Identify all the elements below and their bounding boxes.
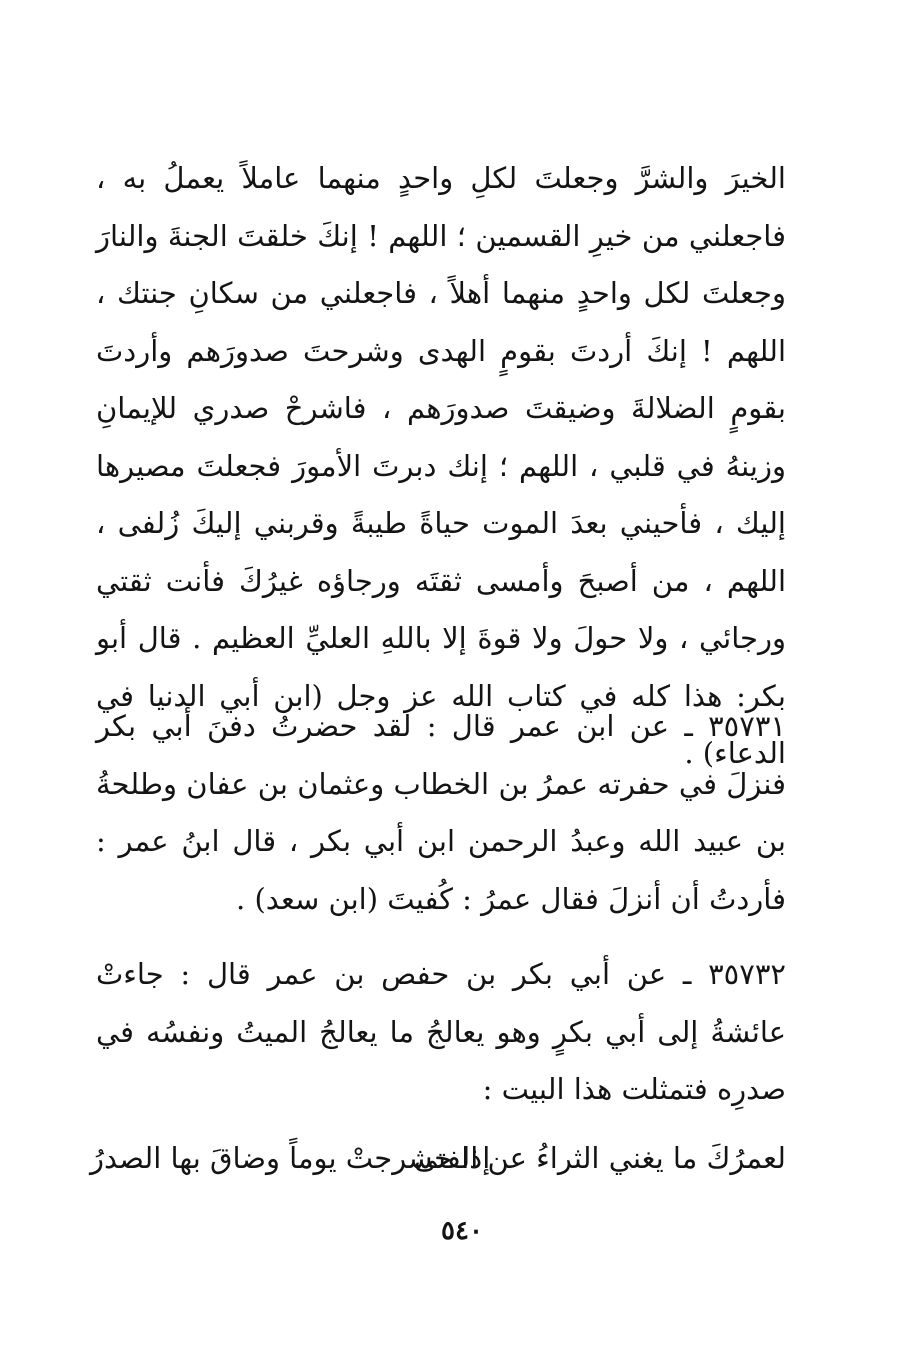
page-number: ٥٤٠ <box>441 1216 483 1246</box>
verse-first-hemistich: لعمرُكَ ما يغني الثراءُ عن الفتى <box>413 1141 786 1175</box>
hadith-35732-paragraph: ٣٥٧٣٢ ـ عن أبي بكر بن حفص بن عمر قال : جاءتْ عائشةُ إلى أبي بكرٍ وهو يعالجُ ما يعالجُ الميتُ ونفسُه في صدرِه فتمثلت هذا البيت : <box>96 957 786 1106</box>
hadith-35731-paragraph: ٣٥٧٣١ ـ عن ابن عمر قال : لقد حضرتُ دفنَ أبي بكر فنزلَ في حفرته عمرُ بن الخطاب وعثمان بن عفان وطلحةُ بن عبيد الله وعبدُ الرحمن ابن أبي بكر ، قال ابنُ عمر : فأردتُ أن أنزلَ فقال عمرُ : كُفيتَ (ابن سعد) . <box>96 709 786 916</box>
prayer-paragraph: الخيرَ والشرَّ وجعلتَ لكلِ واحدٍ منهما عاملاً يعملُ به ، فاجعلني من خيرِ القسمين ؛ اللهم ! إنكَ خلقتَ الجنةَ والنارَ وجعلتَ لكل واحدٍ منهما أهلاً ، فاجعلني من سكانِ جنتك ، اللهم ! إنكَ أردتَ بقومٍ الهدى وشرحتَ صدورَهم وأردتَ بقومٍ الضلالةَ وضيقتَ صدورَهم ، فاشرحْ صدري للإيمانِ وزينهُ في قلبي ، اللهم ؛ إنك دبرتَ الأمورَ فجعلتَ مصيرها إليك ، فأحيني بعدَ الموت حياةً طيبةً وقربني إليكَ زُلفى ، اللهم ، من أصبحَ وأمسى ثقتَه ورجاؤه غيرُكَ فأنت ثقتي ورجائي ، ولا حولَ ولا قوةَ إلا باللهِ العليِّ العظيم . قال أبو بكر: هذا كله في كتاب الله عز وجل (ابن أبي الدنيا في الدعاء) . <box>96 161 786 770</box>
poetry-verse <box>90 1130 786 1186</box>
verse-second-hemistich: إذا حشرجتْ يوماً وضاقَ بها الصدرُ <box>90 1141 491 1175</box>
